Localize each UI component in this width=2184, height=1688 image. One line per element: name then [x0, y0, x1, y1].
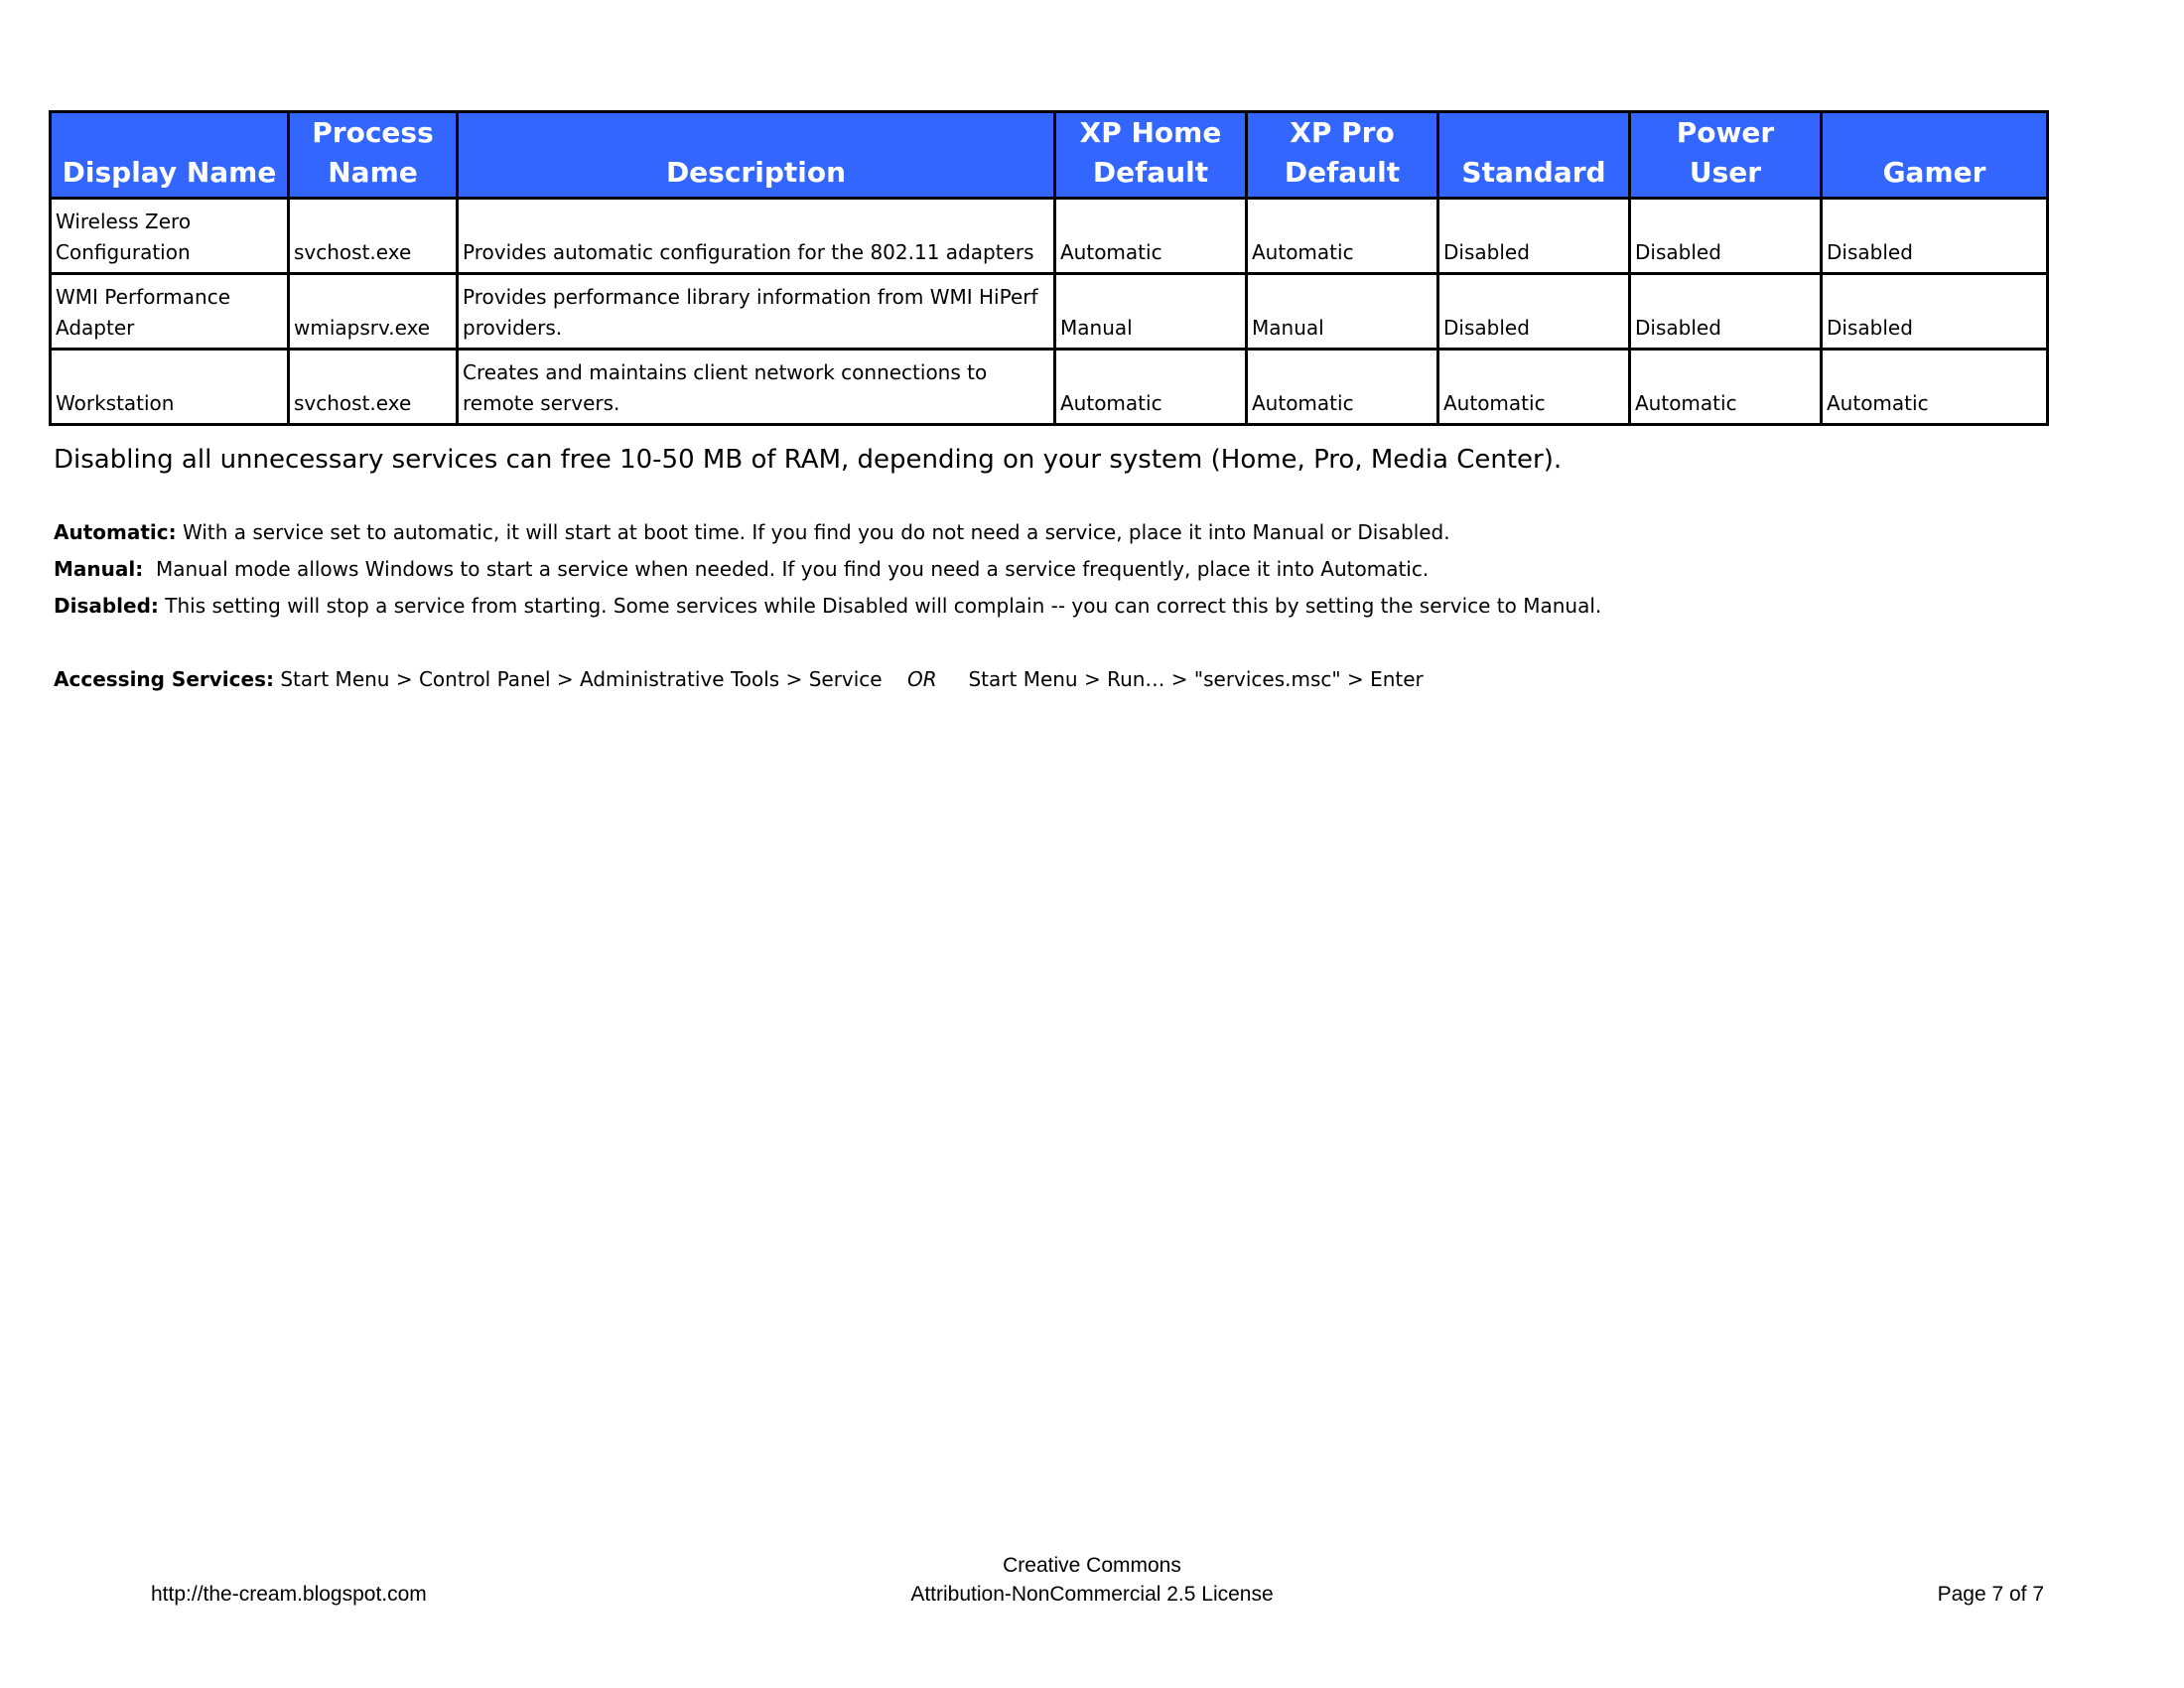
- cell-display-name: Workstation: [51, 350, 289, 425]
- footer-license-line2: Attribution-NonCommercial 2.5 License: [910, 1583, 1274, 1606]
- note-automatic-text: With a service set to automatic, it will start at boot time. If you find you do not need a service, place it into Manual or Disabled.: [176, 520, 1450, 544]
- cell-gamer: Disabled: [1822, 274, 2048, 350]
- cell-standard: Disabled: [1438, 274, 1630, 350]
- footer-page-number: Page 7 of 7: [1937, 1583, 2044, 1606]
- header-power-user: Power User: [1630, 112, 1822, 199]
- accessing-label: Accessing Services:: [54, 667, 274, 691]
- accessing-path-control-panel: Start Menu > Control Panel > Administrative Tools > Service: [273, 667, 908, 691]
- note-disabled-text: This setting will stop a service from starting. Some services while Disabled will complain -- you can correct this by setting the service to Manual.: [158, 594, 1602, 618]
- cell-description: Provides automatic configuration for the 802.11 adapters: [458, 199, 1055, 274]
- note-manual-text: Manual mode allows Windows to start a service when needed. If you find you need a service frequently, place it into Automatic.: [143, 557, 1430, 581]
- note-disabled-label: Disabled:: [54, 594, 159, 618]
- cell-power-user: Disabled: [1630, 199, 1822, 274]
- cell-xp-home-default: Automatic: [1055, 199, 1247, 274]
- note-automatic: [54, 518, 1450, 546]
- cell-power-user: Automatic: [1630, 350, 1822, 425]
- cell-display-name: Wireless Zero Configuration: [51, 199, 289, 274]
- cell-gamer: Automatic: [1822, 350, 2048, 425]
- note-manual-label: Manual:: [54, 557, 144, 581]
- note-manual: [54, 555, 1429, 583]
- table-row: [51, 350, 2048, 425]
- cell-power-user: Disabled: [1630, 274, 1822, 350]
- footer-license-line1: Creative Commons: [1003, 1554, 1181, 1577]
- table-row: [51, 199, 2048, 274]
- cell-description: Creates and maintains client network connections to remote servers.: [458, 350, 1055, 425]
- cell-xp-pro-default: Automatic: [1247, 350, 1438, 425]
- cell-process-name: wmiapsrv.exe: [289, 274, 458, 350]
- cell-xp-pro-default: Automatic: [1247, 199, 1438, 274]
- cell-process-name: svchost.exe: [289, 199, 458, 274]
- header-xp-pro-default: XP Pro Default: [1247, 112, 1438, 199]
- header-display-name: Display Name: [51, 112, 289, 199]
- accessing-or: OR: [907, 667, 937, 691]
- cell-process-name: svchost.exe: [289, 350, 458, 425]
- accessing-path-run: Start Menu > Run… > "services.msc" > Enter: [936, 667, 1424, 691]
- header-standard: Standard: [1438, 112, 1630, 199]
- cell-description: Provides performance library information from WMI HiPerf providers.: [458, 274, 1055, 350]
- cell-xp-home-default: Automatic: [1055, 350, 1247, 425]
- note-automatic-label: Automatic:: [54, 520, 177, 544]
- cell-standard: Automatic: [1438, 350, 1630, 425]
- header-gamer: Gamer: [1822, 112, 2048, 199]
- table-header-row: [51, 112, 2048, 199]
- cell-display-name: WMI Performance Adapter: [51, 274, 289, 350]
- services-table: [49, 110, 2049, 426]
- note-disabled: [54, 592, 1601, 620]
- cell-gamer: Disabled: [1822, 199, 2048, 274]
- header-xp-home-default: XP Home Default: [1055, 112, 1247, 199]
- cell-xp-pro-default: Manual: [1247, 274, 1438, 350]
- ram-summary: Disabling all unnecessary services can free 10-50 MB of RAM, depending on your system (Home, Pro, Media Center).: [54, 445, 1563, 475]
- footer-license: [794, 1551, 1390, 1609]
- header-description: Description: [458, 112, 1055, 199]
- header-process-name: Process Name: [289, 112, 458, 199]
- table-row: [51, 274, 2048, 350]
- cell-standard: Disabled: [1438, 199, 1630, 274]
- footer-url: http://the-cream.blogspot.com: [151, 1583, 427, 1606]
- accessing-services: [54, 665, 1424, 693]
- cell-xp-home-default: Manual: [1055, 274, 1247, 350]
